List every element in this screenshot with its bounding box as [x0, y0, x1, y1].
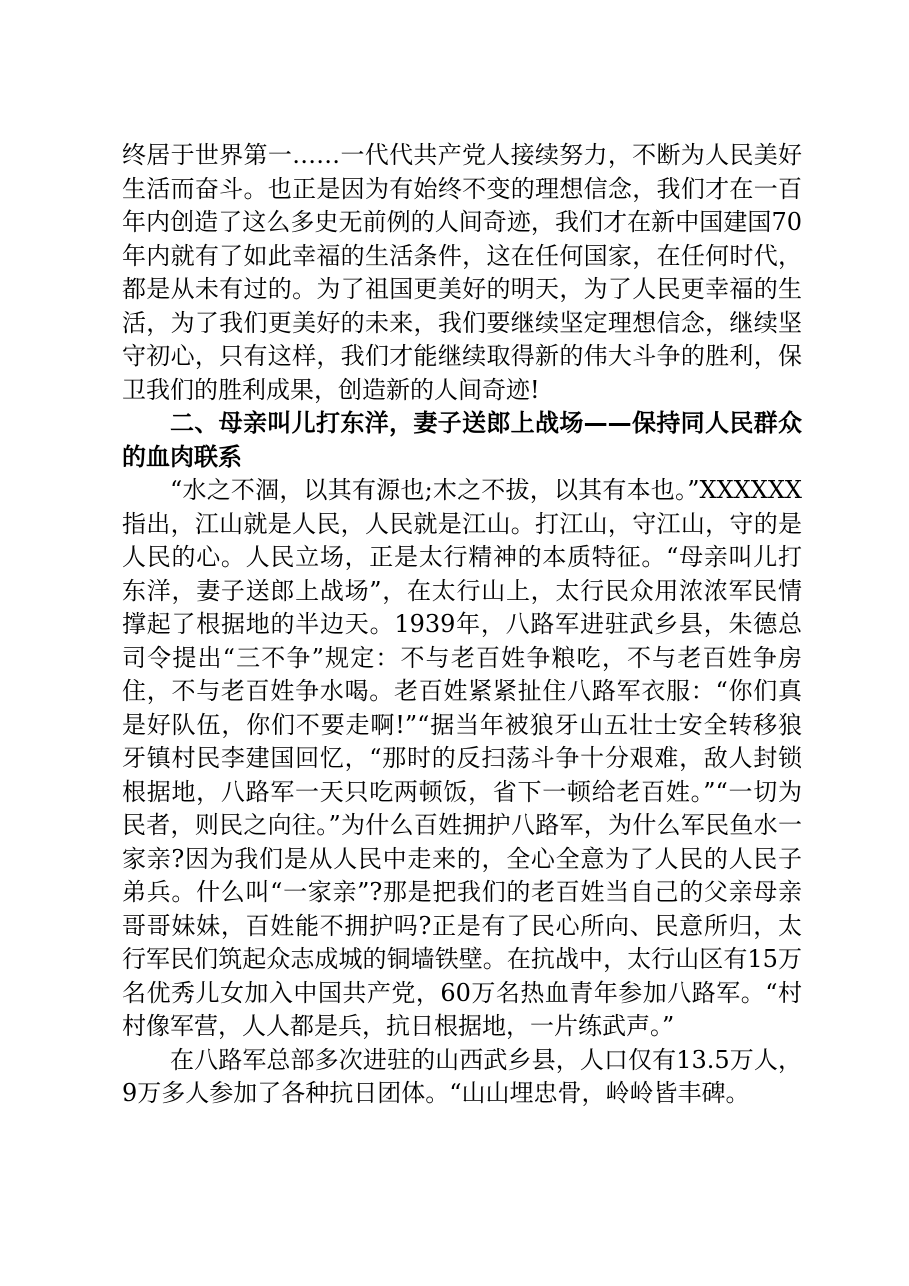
section-heading: 二、母亲叫儿打东洋，妻子送郎上战场——保持同人民群众的血肉联系 [122, 409, 802, 471]
body-paragraph: 终居于世界第一……一代代共产党人接续努力，不断为人民美好生活而奋斗。也正是因为有始终不变的理想信念，我们才在一百年内创造了这么多史无前例的人间奇迹，我们才在新中国建国70年内就有了如此幸福的生活条件，这在任何国家，在任何时代，都是从未有过的。为了祖国更美好的明天，为了人民更幸福的生活，为了我们更美好的未来，我们要继续坚定理想信念，继续坚守初心，只有这样，我们才能继续取得新的伟大斗争的胜利，保卫我们的胜利成果，创造新的人间奇迹! [122, 141, 802, 404]
body-paragraph: 在八路军总部多次进驻的山西武乡县，人口仅有13.5万人，9万多人参加了各种抗日团体。“山山埋忠骨，岭岭皆丰碑。 [122, 1045, 802, 1107]
document-page [122, 139, 802, 1111]
body-paragraph: “水之不涸，以其有源也;木之不拔，以其有本也。”XXXXXX指出，江山就是人民，人民就是江山。打江山，守江山，守的是人民的心。人民立场，正是太行精神的本质特征。“母亲叫儿打东洋，妻子送郎上战场”，在太行山上，太行民众用浓浓军民情撑起了根据地的半边天。1939年，八路军进驻武乡县，朱德总司令提出“三不争”规定：不与老百姓争粮吃，不与老百姓争房住，不与老百姓争水喝。老百姓紧紧扯住八路军衣服：“你们真是好队伍，你们不要走啊!”“据当年被狼牙山五壮士安全转移狼牙镇村民李建国回忆，“那时的反扫荡斗争十分艰难，敌人封锁根据地，八路军一天只吃两顿饭，省下一顿给老百姓。”“一切为民者，则民之向往。”为什么百姓拥护八路军，为什么军民鱼水一家亲?因为我们是从人民中走来的，全心全意为了人民的人民子弟兵。什么叫“一家亲”?那是把我们的老百姓当自己的父亲母亲哥哥妹妹，百姓能不拥护吗?正是有了民心所向、民意所归，太行军民们筑起众志成城的铜墙铁壁。在抗战中，太行山区有15万名优秀儿女加入中国共产党，60万名热血青年参加八路军。“村村像军营，人人都是兵，抗日根据地，一片练武声。” [122, 476, 802, 1040]
